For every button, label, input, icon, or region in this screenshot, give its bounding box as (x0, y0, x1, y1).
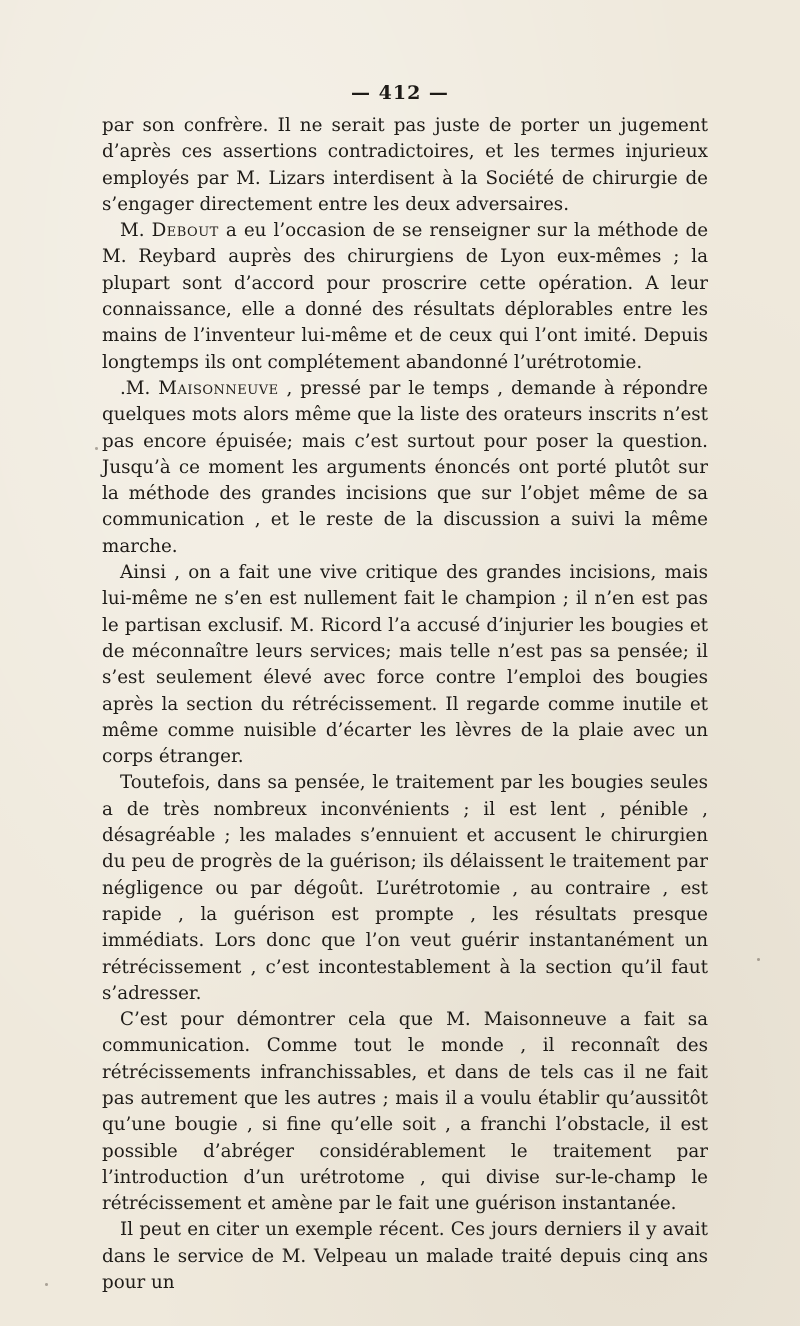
paragraph (102, 376, 708, 560)
ink-speck (95, 447, 98, 450)
paragraph: C’est pour démontrer cela que M. Maisonneuve a fait sa communication. Comme tout le monde , il reconnaît des rétrécissements infranchissables, et dans de tels cas il ne fait pas autrement que les autres ; mais il a voulu établir qu’aussitôt qu’une bougie , si fine qu’elle soit , a franchi l’obstacle, il est possible d’abréger considérablement le traitement par l’introduction d’un urétrotome , qui divise sur-le-champ le rétrécissement et amène par le fait une guérison instantanée. (102, 1009, 708, 1215)
page-number: — 412 — (351, 82, 449, 104)
paragraph: par son confrère. Il ne serait pas juste de porter un jugement d’après ces assertions contradictoires, et les termes injurieux employés par M. Lizars interdisent à la Société de chirurgie de s’engager directement entre les deux adversaires. (102, 115, 708, 215)
paragraph: Toutefois, dans sa pensée, le traitement par les bougies seules a de très nombreux inconvénients ; il est lent , pénible , désagréable ; les malades s’ennuient et accusent le chirurgien du peu de progrès de la guérison; ils délaissent le traitement par négligence ou par dégoût. L’urétrotomie , au contraire , est rapide , la guérison est prompte , les résultats presque immédiats. Lors donc que l’on veut guérir instantanément un rétrécissement , c’est incontestablement à la section qu’il faut s’adresser. (102, 772, 708, 1004)
paragraph (102, 218, 708, 376)
ink-speck (757, 958, 760, 961)
paragraph: Ainsi , on a fait une vive critique des grandes incisions, mais lui-même ne s’en est nullement fait le champion ; il n’en est pas le partisan exclusif. M. Ricord l’a accusé d’injurier les bougies et de méconnaître leurs services; mais telle n’est pas sa pensée; il s’est seulement élevé avec force contre l’emploi des bougies après la section du rétrécissement. Il regarde comme inutile et même comme nuisible d’écarter les lèvres de la plaie avec un corps étranger. (102, 562, 708, 768)
speaker-name: Debout (151, 220, 219, 242)
paragraph-text: a eu l’occasion de se renseigner sur la méthode de M. Reybard auprès des chirurgiens de Lyon eux-mêmes ; la plupart sont d’accord pour proscrire cette opération. A leur connaissance, elle a donné des résultats déplorables entre les mains de l’inventeur lui-même et de ceux qui l’ont imité. Depuis longtemps ils ont complétement abandonné l’urétrotomie. (102, 220, 709, 373)
ink-speck (45, 1283, 48, 1286)
body-text (102, 113, 708, 1296)
paragraph: Il peut en citer un exemple récent. Ces jours derniers il y avait dans le service de M. Velpeau un malade traité depuis cinq ans pour un (102, 1219, 708, 1294)
ink-speck (238, 1233, 241, 1236)
speaker-name: Maisonneuve (158, 377, 279, 399)
paragraph-text: , pressé par le temps , demande à répondre quelques mots alors même que la liste des orateurs inscrits n’est pas encore épuisée; mais c’est surtout pour poser la question. Jusqu’à ce moment les arguments énoncés ont porté plutôt sur la méthode des grandes incisions que sur l’objet même de sa communication , et le reste de la discussion a suivi la même marche. (102, 377, 709, 557)
speaker-prefix: M. (120, 220, 145, 242)
speaker-prefix: .M. (120, 377, 151, 399)
